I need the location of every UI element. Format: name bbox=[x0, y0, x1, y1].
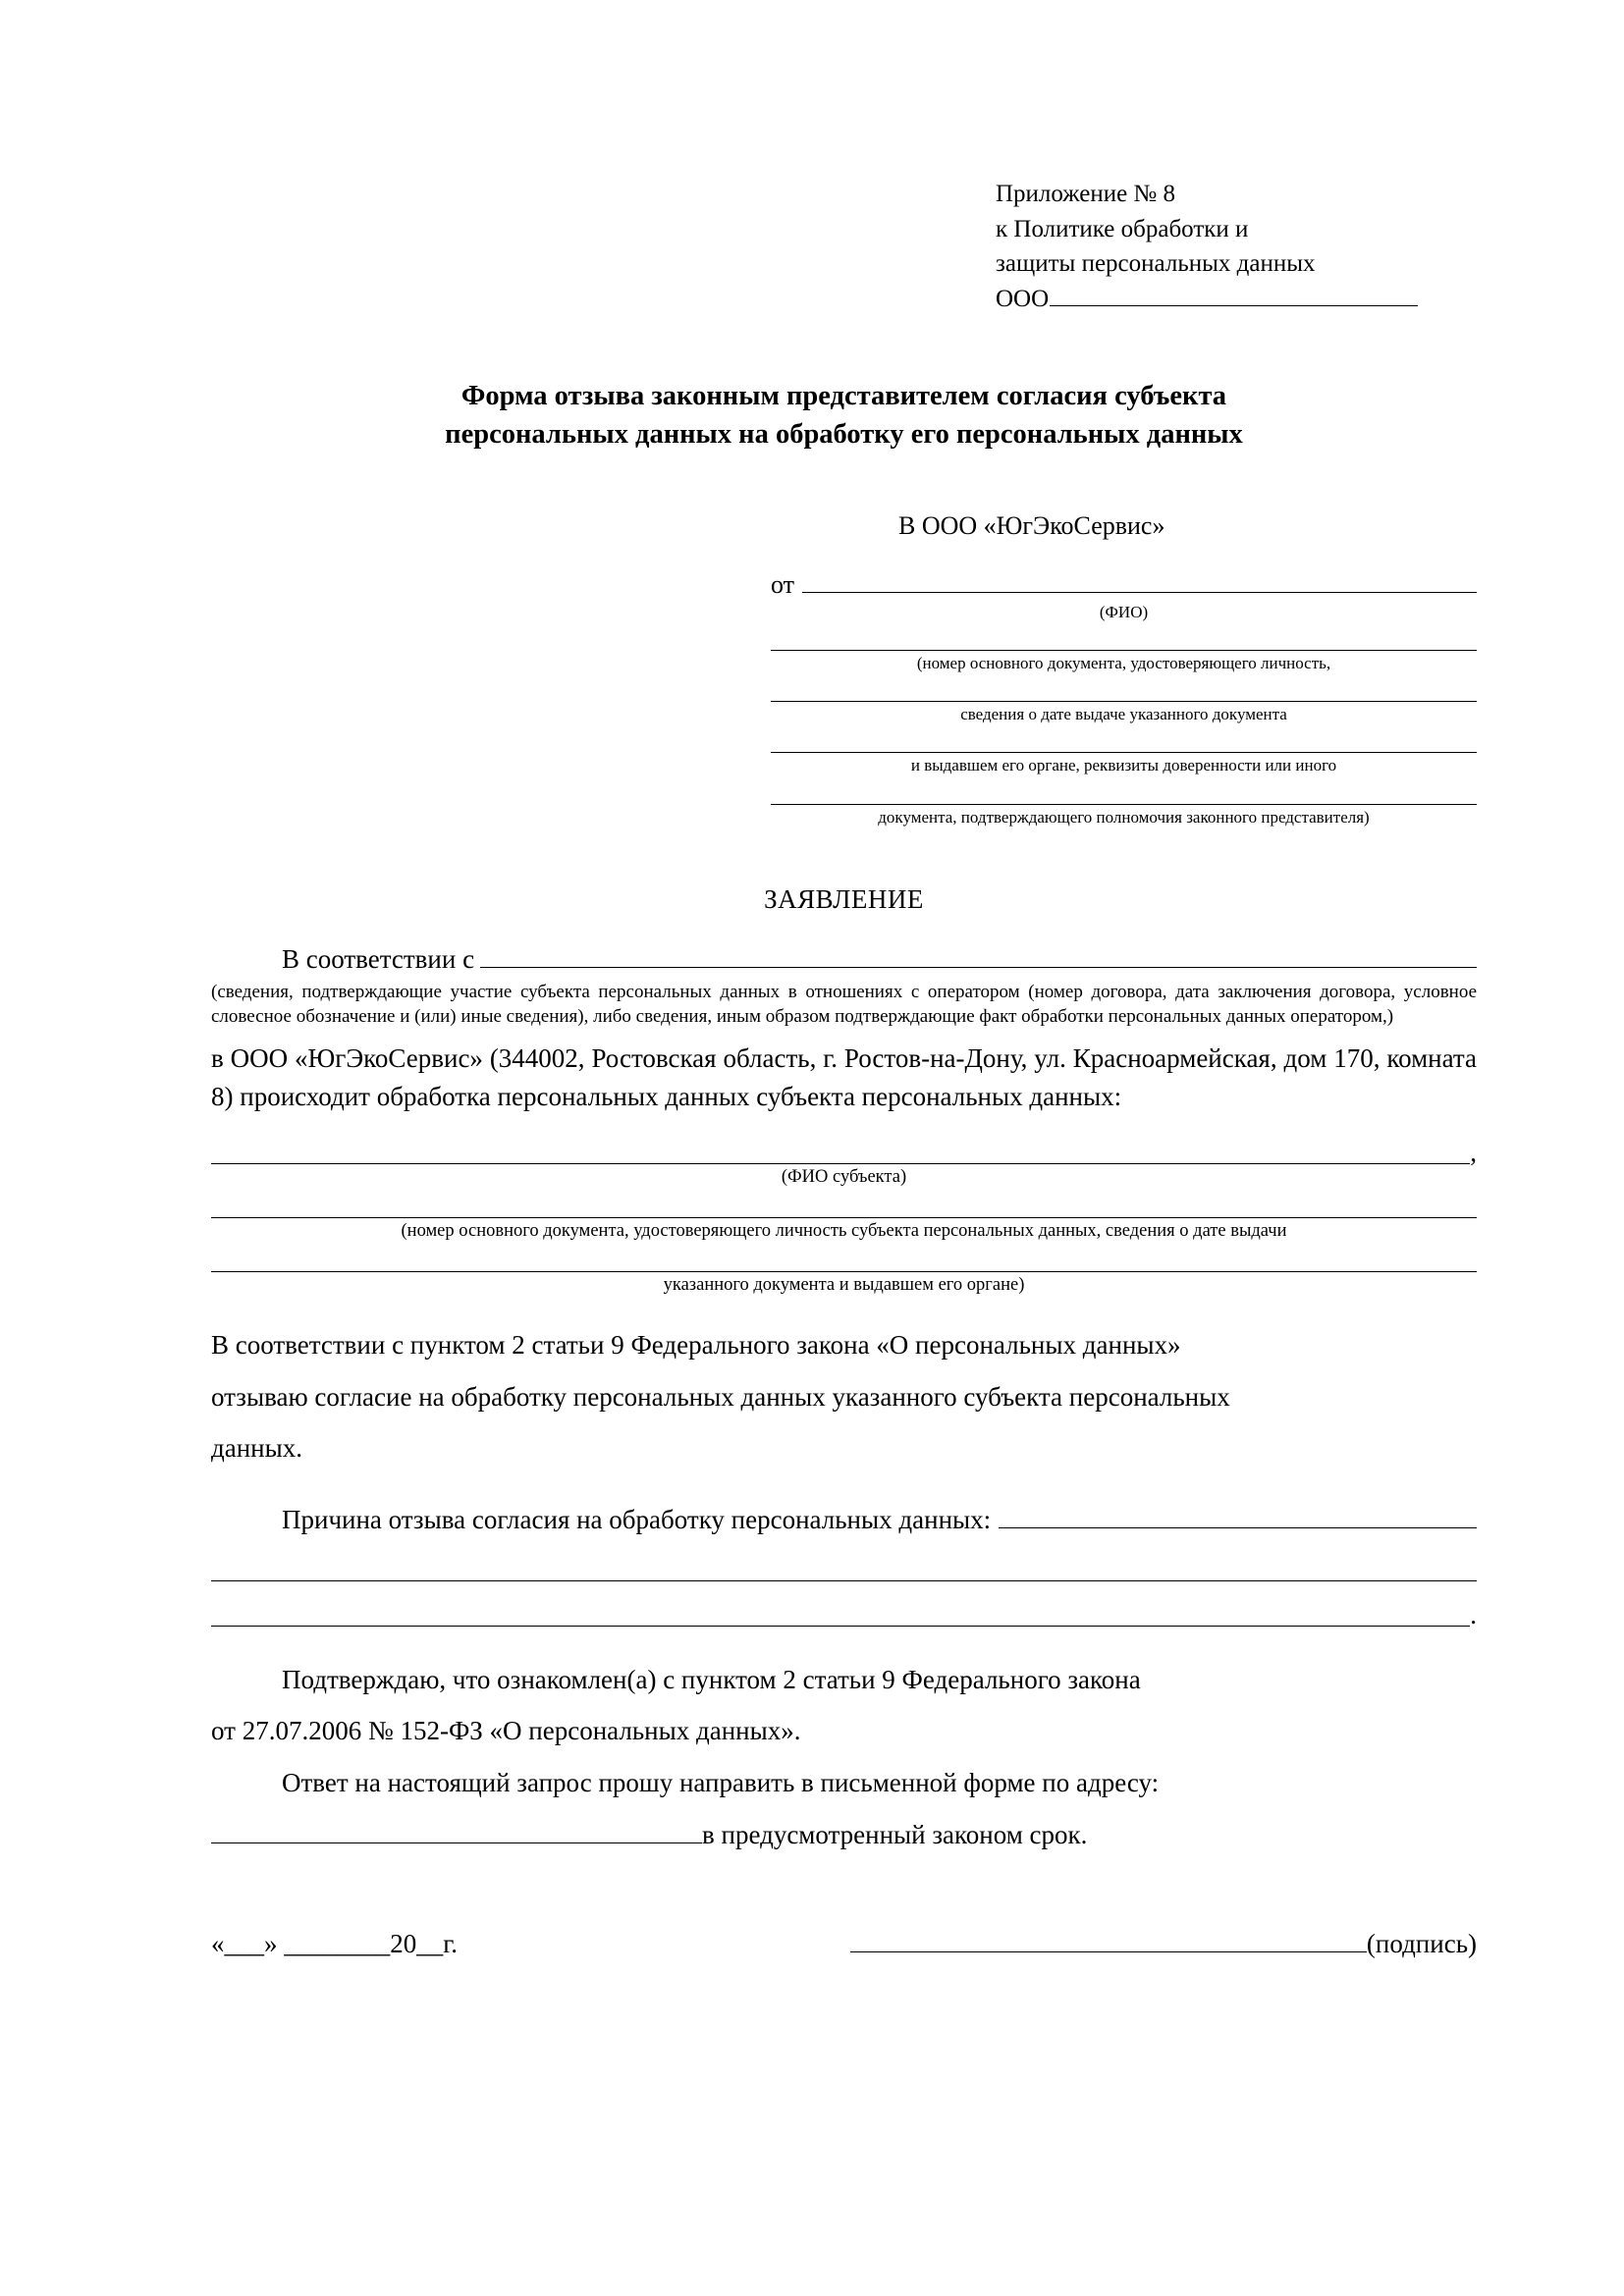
caption-fio: (ФИО) bbox=[1099, 602, 1149, 621]
reason-label: Причина отзыва согласия на обработку персональных данных: bbox=[282, 1504, 992, 1534]
addressee-organization: В ООО «ЮгЭкоСервис» bbox=[898, 510, 1165, 540]
company-label: ООО bbox=[996, 285, 1050, 312]
reason-blank-line-3[interactable] bbox=[211, 1580, 1470, 1627]
from-row bbox=[771, 570, 1477, 600]
caption-doc-4: документа, подтверждающего полномочия законного представителя) bbox=[878, 807, 1370, 827]
doc-line-2 bbox=[771, 673, 1477, 724]
signature-row bbox=[211, 1929, 1477, 1959]
confirmation-block bbox=[211, 1654, 1477, 1861]
from-label: от bbox=[771, 569, 795, 599]
signature-blank-line[interactable] bbox=[850, 1930, 1367, 1952]
reason-row bbox=[211, 1504, 1477, 1535]
doc-line-1 bbox=[771, 622, 1477, 673]
company-blank-line bbox=[1050, 286, 1418, 306]
reason-blank-line-2[interactable] bbox=[211, 1535, 1477, 1581]
subject-doc-blank-line-1[interactable] bbox=[211, 1188, 1477, 1218]
law-paragraph-line-2: отзываю согласие на обработку персональных данных указанного субъекта персональных bbox=[211, 1381, 1230, 1412]
confirmation-line-1: Подтверждаю, что ознакомлен(а) с пунктом 2 статьи 9 Федерального закона bbox=[282, 1664, 1141, 1694]
subject-fio-comma: , bbox=[1470, 1138, 1477, 1168]
doc-blank-line-3[interactable] bbox=[771, 724, 1477, 753]
doc-line-4 bbox=[771, 776, 1477, 828]
subject-fio-blank-line[interactable] bbox=[211, 1134, 1470, 1164]
subject-doc-block-1 bbox=[211, 1188, 1477, 1242]
caption-doc-3: и выдавшем его органе, реквизиты доверенности или иного bbox=[910, 756, 1337, 775]
reply-line-2: в предусмотренный законом срок. bbox=[702, 1819, 1088, 1849]
caption-subject-doc-1: (номер основного документа, удостоверяющего личность субъекта персональных данных, сведения о дате выдачи bbox=[401, 1220, 1287, 1241]
subject-fio-block bbox=[211, 1134, 1477, 1188]
reason-period: . bbox=[1470, 1599, 1477, 1629]
intro-row bbox=[211, 940, 1477, 978]
subject-doc-block-2 bbox=[211, 1242, 1477, 1296]
confirmation-line-2: от 27.07.2006 № 152-ФЗ «О персональных данных». bbox=[211, 1716, 801, 1746]
addressee-block bbox=[771, 510, 1477, 828]
law-paragraph bbox=[211, 1319, 1477, 1474]
statement-heading: ЗАЯВЛЕНИЕ bbox=[764, 883, 924, 914]
intro-note: (сведения, подтверждающие участие субъекта персональных данных в отношениях с оператором (номер договора, дата заключения договора, условное словесное обозначение и (или) иные сведения), либо сведения, иным образом подтверждающие факт обработки персональных данных оператором,) bbox=[211, 982, 1477, 1027]
reply-address-blank-line[interactable] bbox=[211, 1820, 702, 1843]
reply-address-row bbox=[211, 1809, 1477, 1861]
signature-label: (подпись) bbox=[1366, 1929, 1477, 1959]
organization-paragraph: в ООО «ЮгЭкоСервис» (344002, Ростовская область, г. Ростов-на-Дону, ул. Красноармейская, дом 170, комната 8) происходит обработка персональных данных субъекта персональных данных: bbox=[211, 1042, 1477, 1111]
intro-label: В соответствии с bbox=[282, 943, 475, 974]
subject-fio-row bbox=[211, 1134, 1477, 1168]
reason-blank-line-1[interactable] bbox=[999, 1504, 1477, 1528]
caption-doc-1: (номер основного документа, удостоверяющего личность, bbox=[916, 653, 1331, 672]
law-paragraph-line-3: данных. bbox=[211, 1433, 303, 1464]
caption-subject-fio: (ФИО субъекта) bbox=[781, 1166, 907, 1187]
intro-blank-line[interactable] bbox=[480, 945, 1477, 968]
appendix-policy-line-2: защиты персональных данных bbox=[996, 250, 1316, 277]
law-paragraph-line-1: В соответствии с пунктом 2 статьи 9 Федерального закона «О персональных данных» bbox=[211, 1329, 1181, 1360]
doc-blank-line-1[interactable] bbox=[771, 622, 1477, 651]
appendix-company-line bbox=[996, 282, 1418, 317]
doc-blank-line-2[interactable] bbox=[771, 673, 1477, 702]
appendix-policy-line-1: к Политике обработки и bbox=[996, 215, 1249, 242]
appendix-header bbox=[996, 177, 1418, 316]
caption-subject-doc-2: указанного документа и выдавшем его органе) bbox=[663, 1274, 1025, 1295]
reason-blank-line-3-row bbox=[211, 1581, 1477, 1627]
page-title-line-2: персональных данных на обработку его персональных данных bbox=[445, 419, 1243, 451]
subject-doc-blank-line-2[interactable] bbox=[211, 1242, 1477, 1272]
reply-line-1: Ответ на настоящий запрос прошу направить в письменной форме по адресу: bbox=[282, 1768, 1160, 1798]
date-field[interactable]: «___» ________20__г. bbox=[211, 1929, 459, 1959]
from-blank-line[interactable] bbox=[802, 571, 1477, 593]
page-title-line-1: Форма отзыва законным представителем согласия субъекта bbox=[460, 381, 1227, 411]
page-title bbox=[211, 377, 1477, 454]
appendix-number: Приложение № 8 bbox=[996, 181, 1176, 207]
doc-line-3 bbox=[771, 724, 1477, 775]
doc-blank-line-4[interactable] bbox=[771, 776, 1477, 805]
caption-doc-2: сведения о дате выдаче указанного документа bbox=[960, 705, 1287, 724]
